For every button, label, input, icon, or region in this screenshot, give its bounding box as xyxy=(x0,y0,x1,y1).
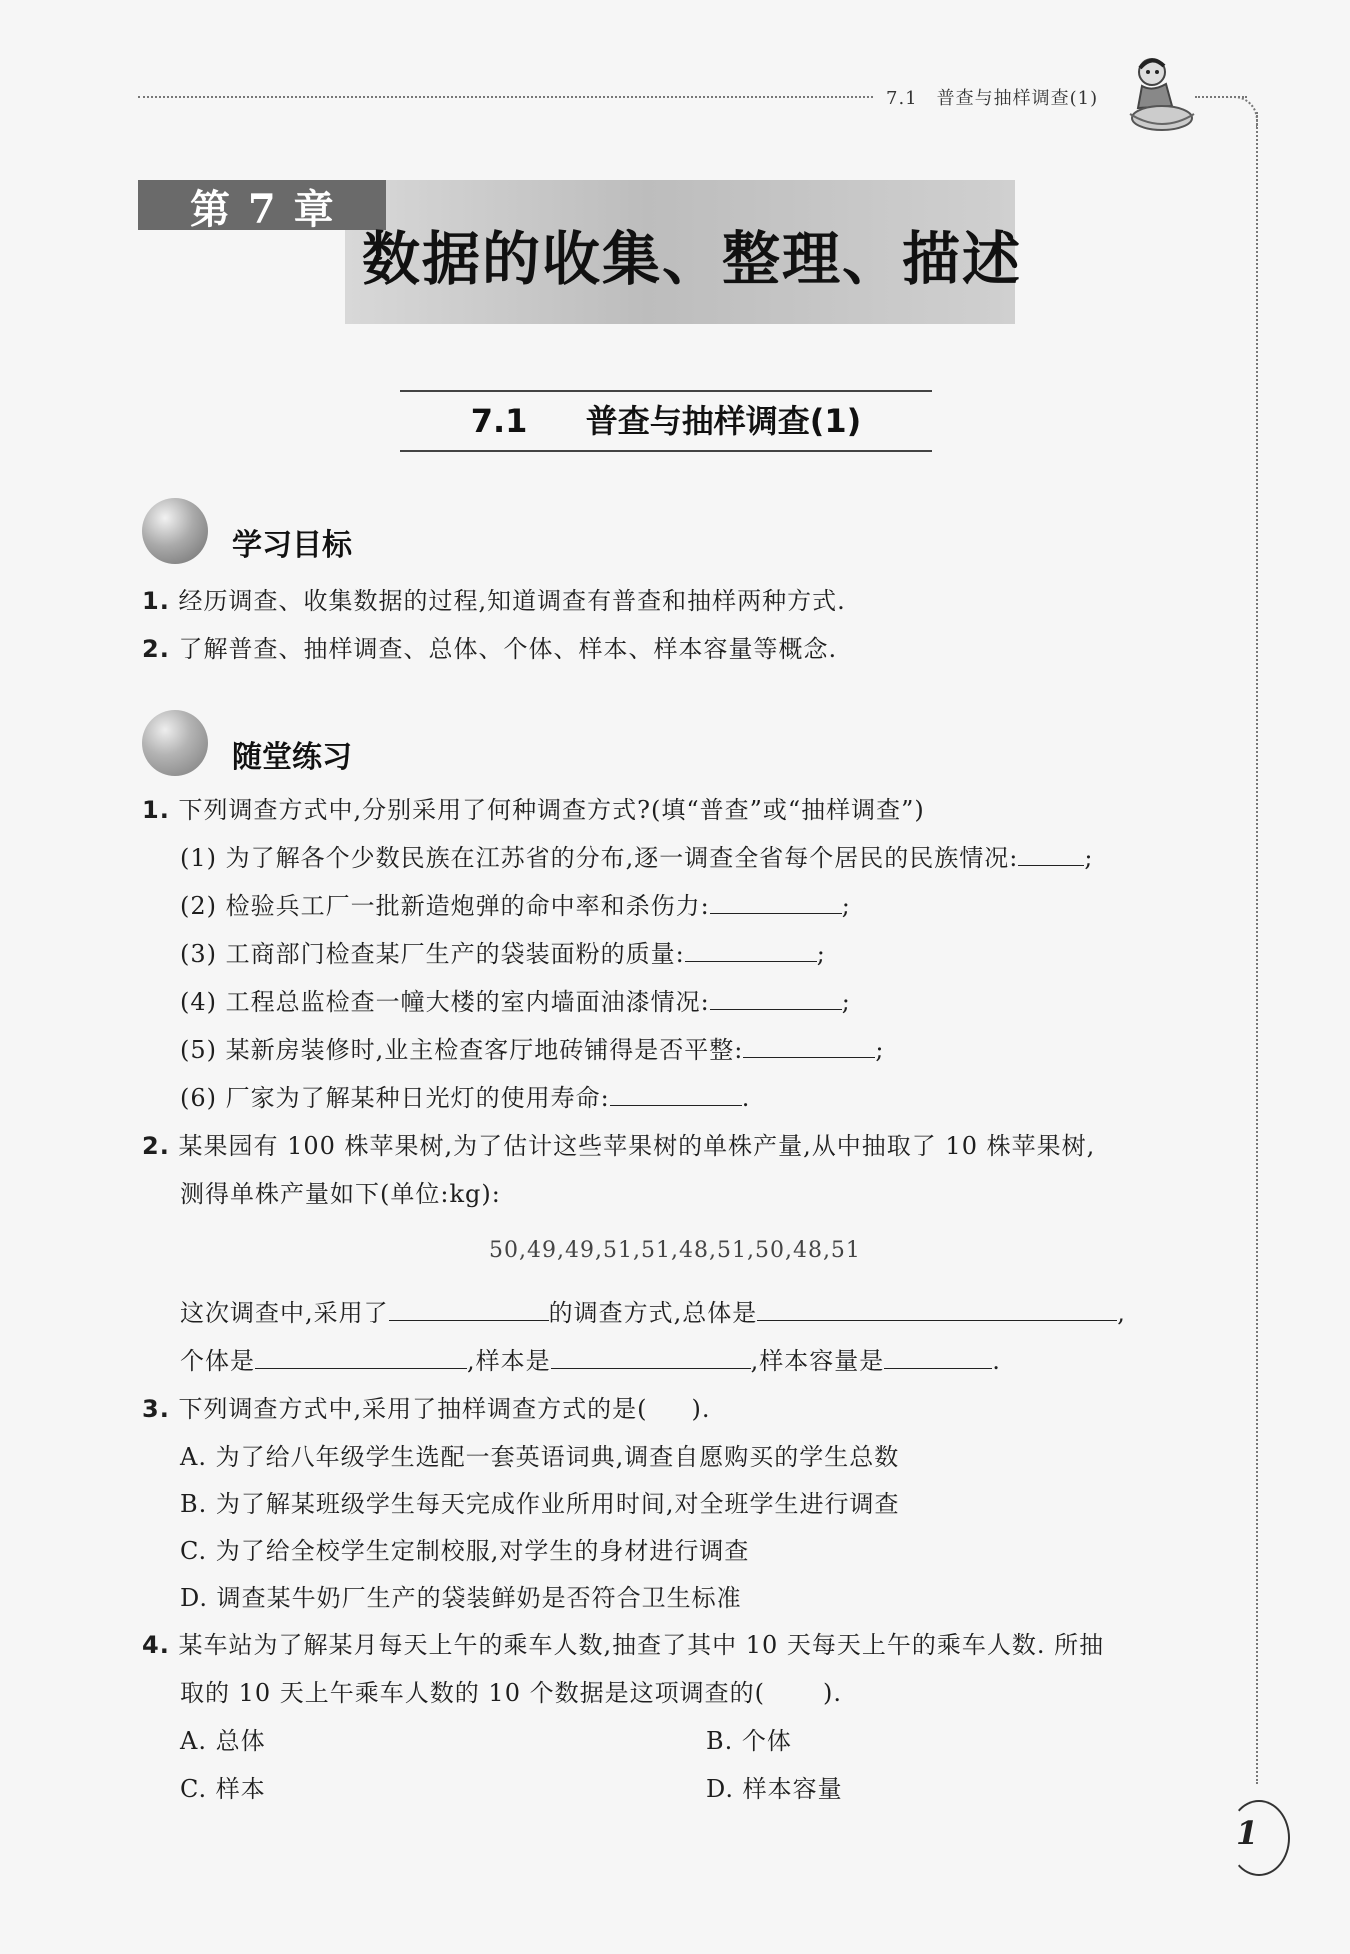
question-4-stem xyxy=(142,1628,1104,1662)
page-corner-border xyxy=(1226,96,1258,128)
punct: ; xyxy=(875,1036,885,1064)
punct: . xyxy=(741,1084,751,1112)
q1-sub-item xyxy=(180,1033,884,1067)
answer-blank[interactable] xyxy=(685,937,817,962)
q2-text: ,样本是 xyxy=(467,1347,551,1375)
question-text: 取的 10 天上午乘车人数的 10 个数据是这项调查的( xyxy=(180,1679,765,1707)
q2-text: 个体是 xyxy=(180,1347,255,1375)
practice-heading: 随堂练习 xyxy=(232,740,352,775)
running-header: 7.1 普查与抽样调查(1) xyxy=(886,88,1099,109)
q2-fill-line-2 xyxy=(180,1344,1001,1378)
header-dotted-rule xyxy=(138,96,873,98)
practice-ball-icon xyxy=(142,710,208,776)
answer-blank[interactable] xyxy=(1018,841,1084,866)
punct: , xyxy=(1117,1299,1126,1327)
goals-heading: 学习目标 xyxy=(232,528,352,563)
section-number: 7.1 xyxy=(470,402,528,440)
punct: ; xyxy=(1084,844,1094,872)
question-text: 下列调查方式中,分别采用了何种调查方式?(填“普查”或“抽样调查”) xyxy=(178,796,925,824)
question-text: 某车站为了解某月每天上午的乘车人数,抽查了其中 10 天每天上午的乘车人数. 所抽 xyxy=(178,1631,1105,1659)
section-title xyxy=(400,396,932,442)
q2-fill-line-1 xyxy=(180,1296,1126,1330)
section-name: 普查与抽样调查(1) xyxy=(585,402,862,440)
q2-text: 的调查方式,总体是 xyxy=(548,1299,758,1327)
punct: ; xyxy=(841,988,851,1016)
goal-number: 2. xyxy=(142,635,170,663)
q1-sub-item xyxy=(180,1081,750,1115)
q2-text: ,样本容量是 xyxy=(750,1347,885,1375)
page-number: 1 xyxy=(1236,1814,1259,1852)
section-title-bottom-rule xyxy=(400,450,932,452)
q1-sub-text: (5) 某新房装修时,业主检查客厅地砖铺得是否平整: xyxy=(180,1036,744,1064)
goal-text: 了解普查、抽样调查、总体、个体、样本、样本容量等概念. xyxy=(178,635,838,663)
q4-option-c[interactable]: C. 样本 xyxy=(180,1775,266,1803)
question-2-stem xyxy=(142,1129,1095,1163)
question-text: 下列调查方式中,采用了抽样调查方式的是( xyxy=(178,1395,648,1423)
answer-blank[interactable] xyxy=(551,1344,751,1369)
q3-option-d[interactable]: D. 调查某牛奶厂生产的袋装鲜奶是否符合卫生标准 xyxy=(180,1584,742,1612)
question-number: 3. xyxy=(142,1395,170,1423)
q4-option-a[interactable]: A. 总体 xyxy=(180,1727,266,1755)
q1-sub-item xyxy=(180,841,1093,875)
punct: ). xyxy=(822,1679,842,1707)
right-dotted-border xyxy=(1256,112,1258,1784)
goal-number: 1. xyxy=(142,587,170,615)
chapter-title: 数据的收集、整理、描述 xyxy=(362,225,1023,293)
goals-ball-icon xyxy=(142,498,208,564)
mascot-icon xyxy=(1122,54,1196,138)
question-3-stem xyxy=(142,1392,710,1426)
goal-item xyxy=(142,584,846,618)
q2-data-values: 50,49,49,51,51,48,51,50,48,51 xyxy=(489,1238,861,1263)
q3-option-a[interactable]: A. 为了给八年级学生选配一套英语词典,调查自愿购买的学生总数 xyxy=(180,1443,900,1471)
q1-sub-text: (4) 工程总监检查一幢大楼的室内墙面油漆情况: xyxy=(180,988,710,1016)
answer-blank[interactable] xyxy=(743,1033,875,1058)
q4-option-d[interactable]: D. 样本容量 xyxy=(706,1775,843,1803)
question-1-stem xyxy=(142,793,925,827)
answer-blank[interactable] xyxy=(389,1296,549,1321)
punct: ; xyxy=(816,940,826,968)
q1-sub-item xyxy=(180,985,851,1019)
q1-sub-item xyxy=(180,889,851,923)
goal-text: 经历调查、收集数据的过程,知道调查有普查和抽样两种方式. xyxy=(178,587,846,615)
punct: ). xyxy=(691,1395,711,1423)
answer-blank[interactable] xyxy=(710,985,842,1010)
q1-sub-item xyxy=(180,937,826,971)
punct: . xyxy=(992,1347,1001,1375)
q3-option-c[interactable]: C. 为了给全校学生定制校服,对学生的身材进行调查 xyxy=(180,1537,750,1565)
q1-sub-text: (3) 工商部门检查某厂生产的袋装面粉的质量: xyxy=(180,940,685,968)
q2-text: 这次调查中,采用了 xyxy=(180,1299,389,1327)
question-text: 某果园有 100 株苹果树,为了估计这些苹果树的单株产量,从中抽取了 10 株苹果树, xyxy=(178,1132,1096,1160)
answer-blank[interactable] xyxy=(710,889,842,914)
section-title-top-rule xyxy=(400,390,932,392)
question-number: 2. xyxy=(142,1132,170,1160)
answer-blank[interactable] xyxy=(255,1344,467,1369)
question-number: 1. xyxy=(142,796,170,824)
answer-blank[interactable] xyxy=(610,1081,742,1106)
question-4-stem-cont xyxy=(180,1676,842,1710)
q3-option-b[interactable]: B. 为了解某班级学生每天完成作业所用时间,对全班学生进行调查 xyxy=(180,1490,900,1518)
goal-item xyxy=(142,632,837,666)
q1-sub-text: (6) 厂家为了解某种日光灯的使用寿命: xyxy=(180,1084,610,1112)
chapter-label: 第 7 章 xyxy=(190,186,336,233)
q1-sub-text: (2) 检验兵工厂一批新造炮弹的命中率和杀伤力: xyxy=(180,892,710,920)
answer-blank[interactable] xyxy=(757,1296,1117,1321)
question-2-stem-cont: 测得单株产量如下(单位:kg): xyxy=(180,1180,501,1208)
punct: ; xyxy=(841,892,851,920)
q1-sub-text: (1) 为了解各个少数民族在江苏省的分布,逐一调查全省每个居民的民族情况: xyxy=(180,844,1019,872)
q4-option-b[interactable]: B. 个体 xyxy=(706,1727,792,1755)
answer-blank[interactable] xyxy=(884,1344,992,1369)
question-number: 4. xyxy=(142,1631,170,1659)
